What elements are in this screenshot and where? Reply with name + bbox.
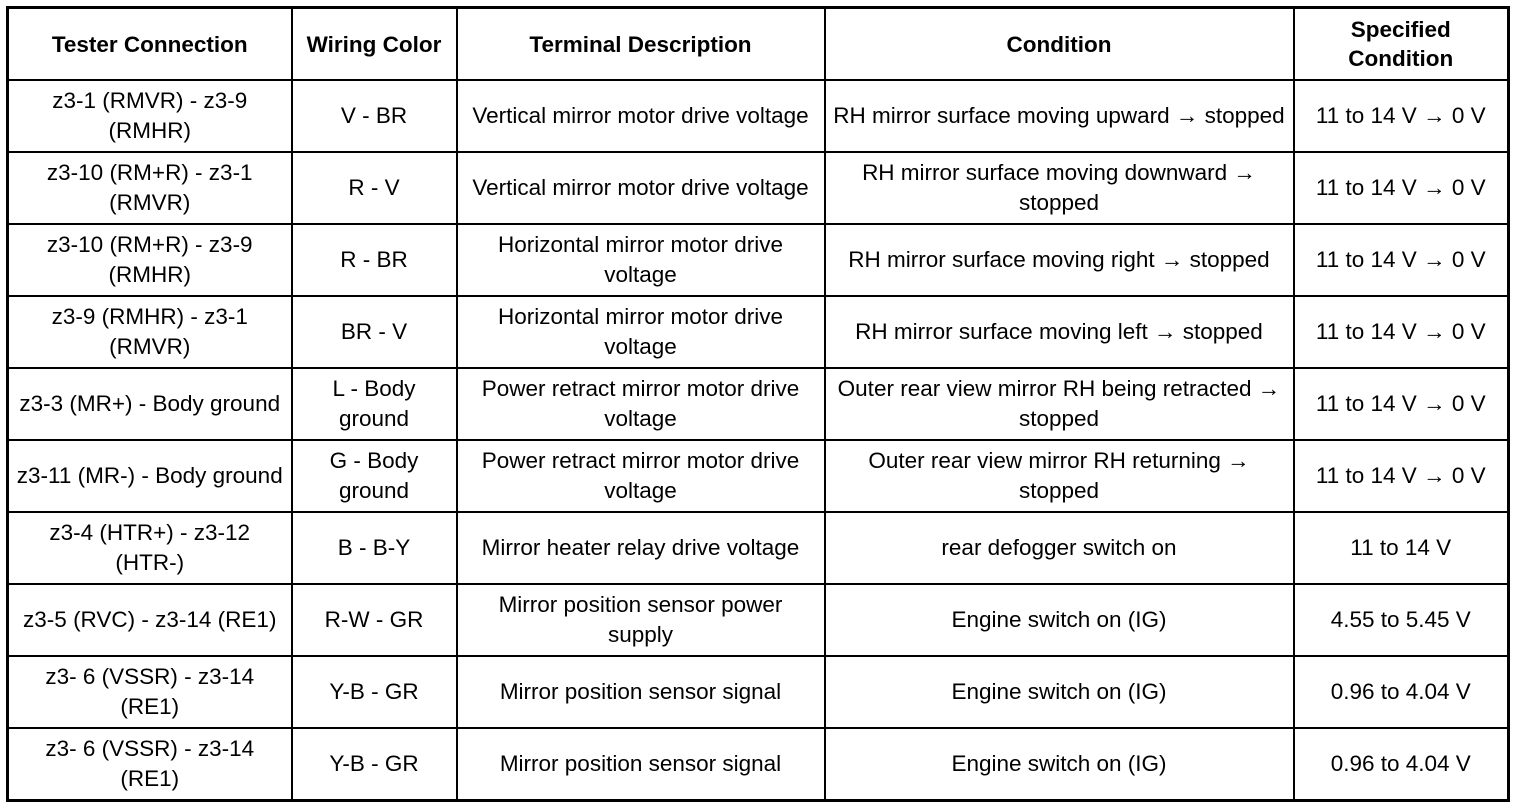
cell-condition: rear defogger switch on	[825, 512, 1294, 584]
cell-specified-condition: 0.96 to 4.04 V	[1294, 656, 1509, 728]
cell-tester-connection: z3- 6 (VSSR) - z3-14 (RE1)	[8, 656, 292, 728]
cell-wiring-color: B - B-Y	[292, 512, 457, 584]
table-row	[8, 368, 1509, 440]
cell-terminal-description: Mirror position sensor signal	[457, 728, 825, 801]
cell-wiring-color: R-W - GR	[292, 584, 457, 656]
cell-tester-connection: z3- 6 (VSSR) - z3-14 (RE1)	[8, 728, 292, 801]
cell-condition: RH mirror surface moving upward → stopped	[825, 80, 1294, 152]
cell-wiring-color: G - Body ground	[292, 440, 457, 512]
cell-terminal-description: Mirror position sensor power supply	[457, 584, 825, 656]
table-row	[8, 512, 1509, 584]
cell-condition: RH mirror surface moving left → stopped	[825, 296, 1294, 368]
table-row	[8, 296, 1509, 368]
cell-terminal-description: Mirror heater relay drive voltage	[457, 512, 825, 584]
cell-wiring-color: Y-B - GR	[292, 656, 457, 728]
cell-wiring-color: BR - V	[292, 296, 457, 368]
cell-specified-condition: 11 to 14 V → 0 V	[1294, 152, 1509, 224]
table-row	[8, 224, 1509, 296]
cell-specified-condition: 11 to 14 V → 0 V	[1294, 440, 1509, 512]
cell-tester-connection: z3-9 (RMHR) - z3-1 (RMVR)	[8, 296, 292, 368]
cell-wiring-color: V - BR	[292, 80, 457, 152]
cell-wiring-color: R - V	[292, 152, 457, 224]
cell-tester-connection: z3-11 (MR-) - Body ground	[8, 440, 292, 512]
cell-terminal-description: Power retract mirror motor drive voltage	[457, 440, 825, 512]
cell-terminal-description: Horizontal mirror motor drive voltage	[457, 296, 825, 368]
table-row	[8, 584, 1509, 656]
cell-specified-condition: 11 to 14 V	[1294, 512, 1509, 584]
table-body	[8, 80, 1509, 801]
cell-condition: RH mirror surface moving downward → stopped	[825, 152, 1294, 224]
cell-tester-connection: z3-1 (RMVR) - z3-9 (RMHR)	[8, 80, 292, 152]
cell-condition: Engine switch on (IG)	[825, 728, 1294, 801]
header-condition: Condition	[825, 8, 1294, 81]
header-wiring-color: Wiring Color	[292, 8, 457, 81]
header-specified-condition: Specified Condition	[1294, 8, 1509, 81]
header-terminal-description: Terminal Description	[457, 8, 825, 81]
cell-tester-connection: z3-4 (HTR+) - z3-12 (HTR-)	[8, 512, 292, 584]
cell-condition: Engine switch on (IG)	[825, 584, 1294, 656]
cell-wiring-color: R - BR	[292, 224, 457, 296]
cell-specified-condition: 4.55 to 5.45 V	[1294, 584, 1509, 656]
specification-table	[6, 6, 1510, 802]
table-row	[8, 152, 1509, 224]
cell-terminal-description: Vertical mirror motor drive voltage	[457, 80, 825, 152]
table-row	[8, 656, 1509, 728]
cell-wiring-color: Y-B - GR	[292, 728, 457, 801]
cell-specified-condition: 11 to 14 V → 0 V	[1294, 296, 1509, 368]
cell-terminal-description: Vertical mirror motor drive voltage	[457, 152, 825, 224]
cell-terminal-description: Mirror position sensor signal	[457, 656, 825, 728]
table-header	[8, 8, 1509, 81]
cell-condition: Outer rear view mirror RH returning → stopped	[825, 440, 1294, 512]
header-row	[8, 8, 1509, 81]
cell-specified-condition: 11 to 14 V → 0 V	[1294, 368, 1509, 440]
cell-terminal-description: Power retract mirror motor drive voltage	[457, 368, 825, 440]
cell-specified-condition: 11 to 14 V → 0 V	[1294, 224, 1509, 296]
cell-wiring-color: L - Body ground	[292, 368, 457, 440]
cell-terminal-description: Horizontal mirror motor drive voltage	[457, 224, 825, 296]
table-row	[8, 80, 1509, 152]
cell-condition: RH mirror surface moving right → stopped	[825, 224, 1294, 296]
table-row	[8, 728, 1509, 801]
cell-tester-connection: z3-3 (MR+) - Body ground	[8, 368, 292, 440]
cell-specified-condition: 11 to 14 V → 0 V	[1294, 80, 1509, 152]
header-tester-connection: Tester Connection	[8, 8, 292, 81]
cell-specified-condition: 0.96 to 4.04 V	[1294, 728, 1509, 801]
cell-condition: Engine switch on (IG)	[825, 656, 1294, 728]
cell-tester-connection: z3-5 (RVC) - z3-14 (RE1)	[8, 584, 292, 656]
cell-condition: Outer rear view mirror RH being retracted → stopped	[825, 368, 1294, 440]
table-row	[8, 440, 1509, 512]
cell-tester-connection: z3-10 (RM+R) - z3-1 (RMVR)	[8, 152, 292, 224]
cell-tester-connection: z3-10 (RM+R) - z3-9 (RMHR)	[8, 224, 292, 296]
